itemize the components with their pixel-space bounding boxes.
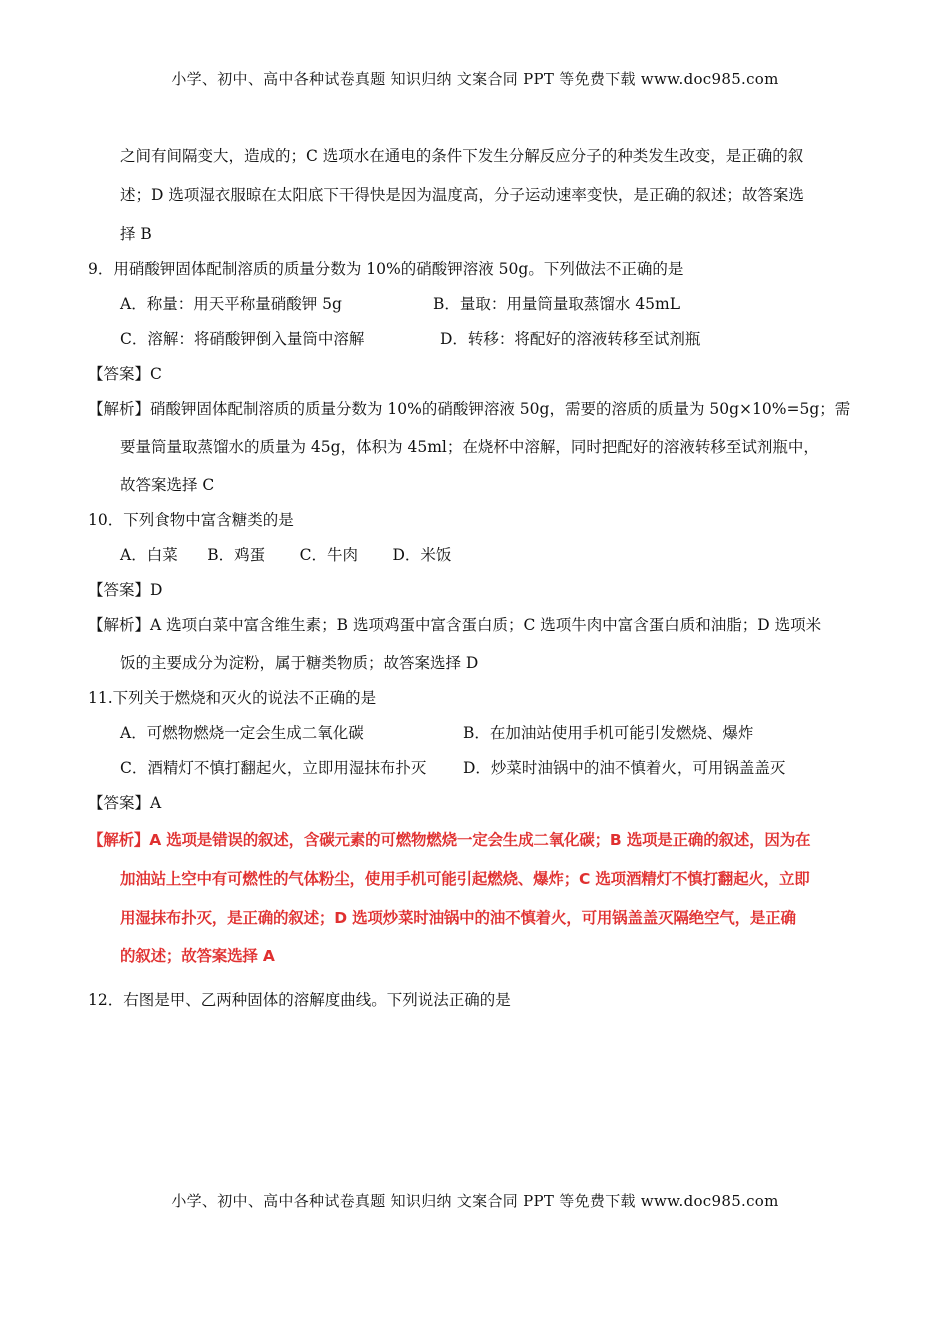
q9-stem: 9．用硝酸钾固体配制溶质的质量分数为 10%的硝酸钾溶液 50g。下列做法不正确的是: [88, 260, 684, 278]
q11-option-b: B．在加油站使用手机可能引发燃烧、爆炸: [463, 724, 754, 742]
q11-explanation-line-1: 【解析】A 选项是错误的叙述，含碳元素的可燃物燃烧一定会生成二氧化碳；B 选项是正确的叙述，因为在: [88, 831, 811, 849]
q10-options: A．白菜 B．鸡蛋 C．牛肉 D．米饭: [120, 546, 452, 564]
q11-option-c: C．酒精灯不慎打翻起火，立即用湿抹布扑灭: [120, 759, 427, 777]
q11-explanation-line-4: 的叙述；故答案选择 A: [120, 947, 275, 965]
prev-explanation-line-1: 之间有间隔变大，造成的；C 选项水在通电的条件下发生分解反应分子的种类发生改变，是正确的叙: [120, 147, 804, 165]
q11-explanation-line-3: 用湿抹布扑灭，是正确的叙述；D 选项炒菜时油锅中的油不慎着火，可用锅盖盖灭隔绝空气，是正确: [120, 909, 796, 927]
q9-explanation-line-3: 故答案选择 C: [120, 476, 215, 494]
q9-option-a: A．称量：用天平称量硝酸钾 5g: [120, 295, 342, 313]
q12-stem: 12．右图是甲、乙两种固体的溶解度曲线。下列说法正确的是: [88, 991, 511, 1009]
q11-option-a: A．可燃物燃烧一定会生成二氧化碳: [120, 724, 364, 742]
prev-explanation-line-3: 择 B: [120, 225, 152, 243]
q10-stem: 10．下列食物中富含糖类的是: [88, 511, 294, 529]
q10-explanation-line-2: 饭的主要成分为淀粉，属于糖类物质；故答案选择 D: [120, 654, 479, 672]
page-footer: 小学、初中、高中各种试卷真题 知识归纳 文案合同 PPT 等免费下载 www.doc985.com: [171, 1192, 779, 1210]
q9-option-b: B．量取：用量筒量取蒸馏水 45mL: [433, 295, 681, 313]
q9-explanation-line-2: 要量筒量取蒸馏水的质量为 45g，体积为 45ml；在烧杯中溶解，同时把配好的溶液转移至试剂瓶中，: [120, 438, 819, 456]
page-header: 小学、初中、高中各种试卷真题 知识归纳 文案合同 PPT 等免费下载 www.doc985.com: [171, 70, 779, 88]
q11-answer: 【答案】A: [88, 794, 162, 812]
prev-explanation-line-2: 述；D 选项湿衣服晾在太阳底下干得快是因为温度高，分子运动速率变快，是正确的叙述；故答案选: [120, 186, 804, 204]
q10-explanation-line-1: 【解析】A 选项白菜中富含维生素；B 选项鸡蛋中富含蛋白质；C 选项牛肉中富含蛋白质和油脂；D 选项米: [88, 616, 822, 634]
q10-answer: 【答案】D: [88, 581, 163, 599]
q9-answer: 【答案】C: [88, 365, 162, 383]
q9-option-c: C．溶解：将硝酸钾倒入量筒中溶解: [120, 330, 365, 348]
q11-stem: 11.下列关于燃烧和灭火的说法不正确的是: [88, 689, 377, 707]
q11-explanation-line-2: 加油站上空中有可燃性的气体粉尘，使用手机可能引起燃烧、爆炸；C 选项酒精灯不慎打翻起火，立即: [120, 870, 810, 888]
q11-option-d: D．炒菜时油锅中的油不慎着火，可用锅盖盖灭: [463, 759, 786, 777]
q9-explanation-line-1: 【解析】硝酸钾固体配制溶质的质量分数为 10%的硝酸钾溶液 50g，需要的溶质的质量为 50g×10%=5g；需: [88, 400, 851, 418]
q9-option-d: D．转移：将配好的溶液转移至试剂瓶: [440, 330, 701, 348]
